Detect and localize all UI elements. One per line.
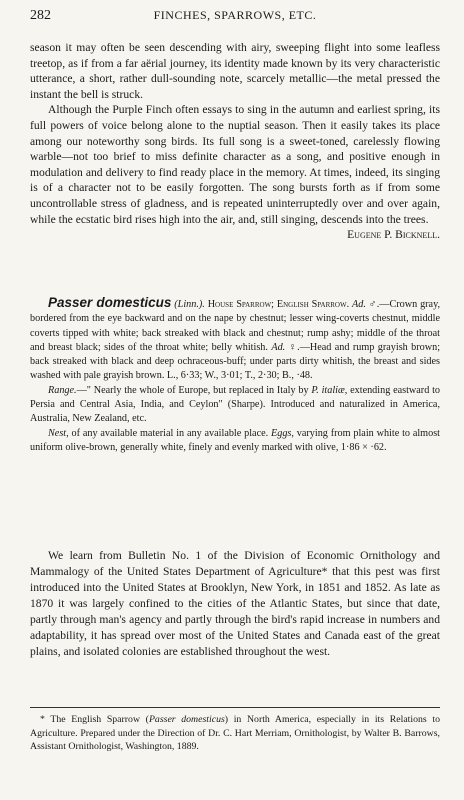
intro-paragraph-2: Although the Purple Finch often essays to sing in the autumn and earliest spring, its full powers of voice belong alone to the nuptial season. Then it easily takes its place among our noteworthy song birds. Its full song is a sweet-toned, carelessly flowing warble—not too brief to miss definite character as a song, and positive enough in modulation and delivery to find ready place in the memory. At times, indeed, its singing is of a character not to be easily forgotten. The song bursts forth as if from some uncontrollable stress of gladness, and is repeated uninterruptedly over and over again, while the ecstatic bird rises high into the air, and, still singing, descends into the trees. — [30, 103, 440, 226]
footnote-text-2: ) in North America, especially in its Relations to Agriculture. Prepared under the Direction of Dr. C. Hart Merriam, Ornithologist, by Walter B. Barrows, Assistant Ornithologist, Washington, 1889. — [30, 714, 441, 752]
running-title: FINCHES, SPARROWS, ETC. — [153, 8, 317, 22]
species-authority: (Linn.). — [174, 299, 205, 310]
range-paragraph — [30, 384, 440, 427]
range-text-2: , extending eastward to Persia and Central Asia, India, and Ceylon" (Sharpe). Introduced and naturalized in America, Australia, New Zealand, etc. — [30, 384, 440, 425]
range-label: Range. — [48, 384, 77, 396]
eggs-text: , varying from plain white to almost uniform olive-brown, generally white, finely and evenly marked with olive, 1·86 × ·62. — [30, 427, 440, 453]
male-symbol: ♂ — [368, 299, 377, 310]
intro-text — [30, 40, 440, 243]
closing-text — [30, 548, 440, 660]
page-number: 282 — [30, 8, 51, 23]
eggs-label: Eggs — [271, 427, 292, 439]
range-text-1: —" Nearly the whole of Europe, but replaced in Italy by — [76, 384, 312, 396]
adult-female-label: Ad. — [271, 341, 286, 353]
nest-paragraph — [30, 427, 440, 456]
female-symbol: ♀ — [288, 341, 298, 353]
footnote-divider — [30, 707, 440, 708]
closing-paragraph: We learn from Bulletin No. 1 of the Division of Economic Ornithology and Mammalogy of the United States Department of Agriculture* that this pest was first introduced into the United States at Brooklyn, New York, in 1851 and 1852. As late as 1870 it was largely confined to the cities of the Atlantic States, but since that date, partly through man's agency and partly through the bird's rapid increase in numbers and adaptability, it has spread over most of the United States and Canada east of the great plains, and isolated colonies are established throughout the west. — [30, 549, 440, 658]
male-description: .—Crown gray, bordered from the eye backward and on the nape by chestnut; lesser wing-coverts chestnut, middle coverts tipped with white; back streaked with black and chestnut; rump ashy; middle of the throat and breast black; sides of the throat white; belly whitish. — [30, 299, 441, 353]
adult-male-label: Ad. — [352, 299, 366, 310]
footnote — [30, 713, 440, 754]
nest-text: , of any available material in any available place. — [66, 427, 272, 439]
range-italiae: P. italiæ — [311, 384, 345, 396]
species-account — [30, 296, 440, 455]
nest-label: Nest — [48, 427, 67, 439]
footnote-text-1: * The English Sparrow ( — [40, 714, 149, 725]
female-description: .—Head and rump grayish brown; back streaked with black and deep ochraceous-buff; under parts dirty whitish, the breast and sides washed with pale grayish brown. L., 6·33; W., 3·01; T., 2·30; B., ·48. — [30, 341, 441, 382]
species-description — [30, 296, 440, 384]
intro-paragraph-1: season it may often be seen descending with airy, sweeping flight into some leafless treetop, as if from a far aërial journey, its identity made known by its very characteristic utterance, a short, rather dull-sounding note, scarcely metallic—the metal pressed the instant the bell is struck. — [30, 41, 440, 101]
footnote-paragraph — [30, 713, 440, 754]
common-names: House Sparrow; English Sparrow. — [207, 299, 350, 310]
page-header — [30, 8, 440, 26]
species-name: Passer domesticus — [48, 295, 172, 310]
author-signature: Eugene P. Bicknell. — [347, 228, 440, 242]
footnote-species: Passer domesticus — [148, 714, 225, 725]
